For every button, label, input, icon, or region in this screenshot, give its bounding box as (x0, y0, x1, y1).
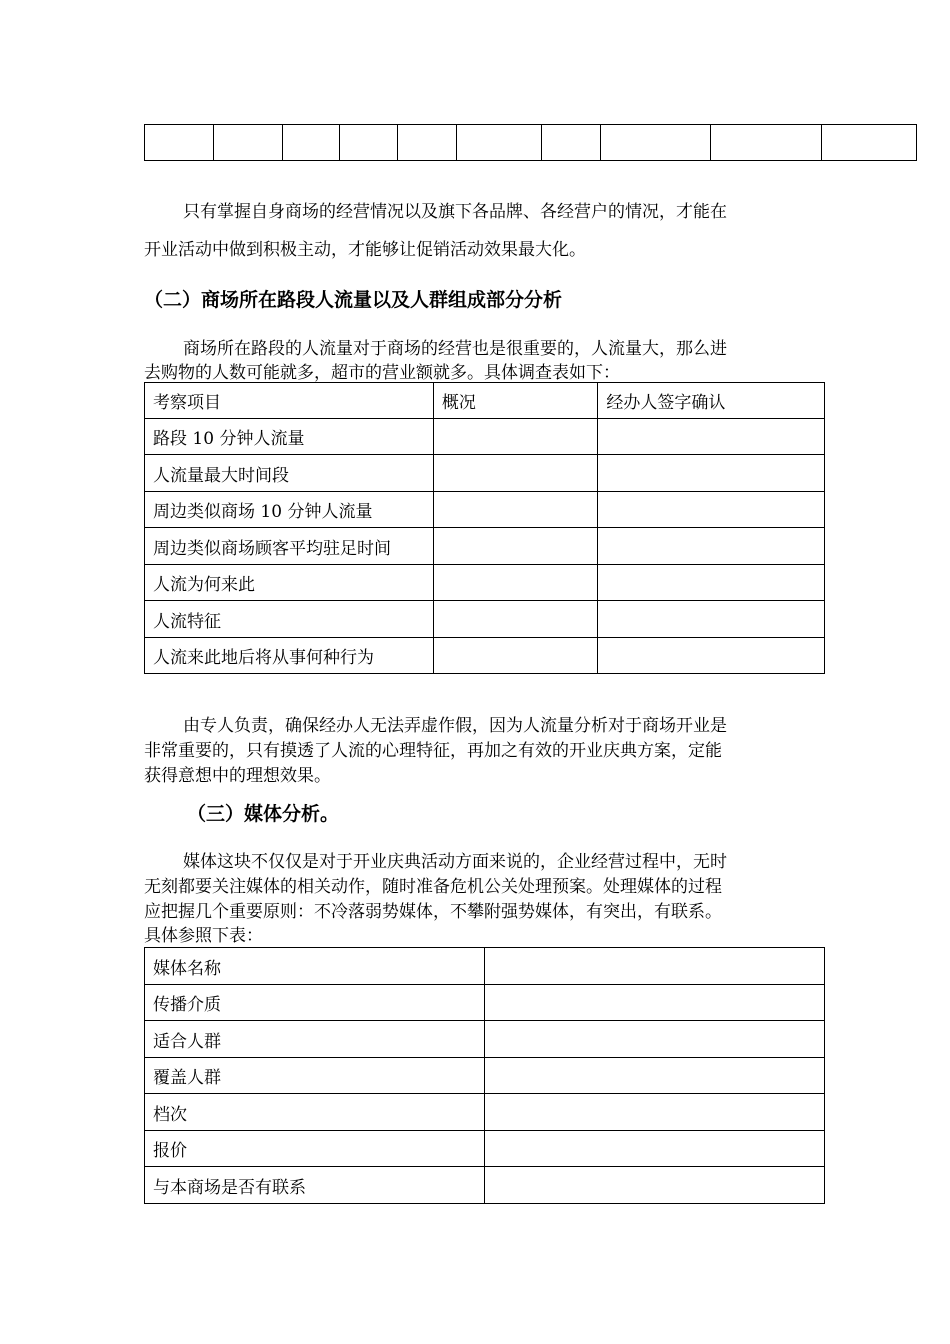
table-row (145, 125, 917, 161)
paragraph-line: 无刻都要关注媒体的相关动作，随时准备危机公关处理预案。处理媒体的过程 (144, 877, 722, 897)
table-cell (433, 492, 598, 528)
table-cell (485, 1021, 825, 1058)
row-label: 人流来此地后将从事何种行为 (145, 638, 434, 674)
row-label: 覆盖人群 (145, 1058, 485, 1094)
paragraph-line: 由专人负责，确保经办人无法弄虚作假，因为人流量分析对于商场开业是 (183, 716, 727, 736)
paragraph-line: 应把握几个重要原则：不冷落弱势媒体，不攀附强势媒体，有突出，有联系。 (144, 902, 722, 922)
table-cell (598, 528, 825, 565)
table-cell (433, 528, 598, 565)
table-cell (213, 125, 283, 161)
table-cell (485, 1058, 825, 1094)
table-cell (433, 419, 598, 455)
paragraph-line: 具体参照下表： (144, 926, 263, 946)
column-header: 概况 (433, 383, 598, 419)
table-cell (433, 565, 598, 601)
table-header-row (145, 383, 825, 419)
table-row (145, 985, 825, 1021)
table-row (145, 638, 825, 674)
table-cell (485, 985, 825, 1021)
row-label: 周边类似商场 10 分钟人流量 (145, 492, 434, 528)
column-header: 考察项目 (145, 383, 434, 419)
table-row (145, 419, 825, 455)
row-label: 人流特征 (145, 601, 434, 638)
table-cell (600, 125, 710, 161)
row-label: 与本商场是否有联系 (145, 1167, 485, 1204)
table-cell (485, 948, 825, 985)
table-cell (598, 638, 825, 674)
row-label: 报价 (145, 1131, 485, 1167)
table-cell (145, 125, 214, 161)
table-cell (598, 455, 825, 492)
table-row (145, 1131, 825, 1167)
paragraph-line: 开业活动中做到积极主动，才能够让促销活动效果最大化。 (144, 240, 586, 260)
table-cell (283, 125, 340, 161)
paragraph-line: 非常重要的，只有摸透了人流的心理特征，再加之有效的开业庆典方案，定能 (144, 741, 722, 761)
table-row (145, 601, 825, 638)
table-cell (485, 1167, 825, 1204)
table-row (145, 1094, 825, 1131)
table-cell (598, 492, 825, 528)
table-cell (598, 565, 825, 601)
table-row (145, 565, 825, 601)
column-header: 经办人签字确认 (598, 383, 825, 419)
table-cell (711, 125, 822, 161)
row-label: 传播介质 (145, 985, 485, 1021)
row-label: 人流为何来此 (145, 565, 434, 601)
media-table (144, 947, 825, 1204)
row-label: 媒体名称 (145, 948, 485, 985)
table-row (145, 948, 825, 985)
table-row (145, 1167, 825, 1204)
table-row (145, 492, 825, 528)
top-table (144, 124, 917, 161)
row-label: 档次 (145, 1094, 485, 1131)
table-cell (822, 125, 917, 161)
table-cell (485, 1131, 825, 1167)
table-row (145, 1021, 825, 1058)
section-heading: （二）商场所在路段人流量以及人群组成部分分析 (144, 289, 563, 311)
table-cell (433, 455, 598, 492)
table-cell (397, 125, 457, 161)
section-heading: （三）媒体分析。 (187, 803, 340, 825)
row-label: 人流量最大时间段 (145, 455, 434, 492)
table-row (145, 455, 825, 492)
paragraph-line: 只有掌握自身商场的经营情况以及旗下各品牌、各经营户的情况，才能在 (183, 202, 727, 222)
survey-table (144, 382, 825, 674)
table-cell (598, 601, 825, 638)
table-row (145, 1058, 825, 1094)
table-cell (340, 125, 398, 161)
row-label: 周边类似商场顾客平均驻足时间 (145, 528, 434, 565)
table-cell (485, 1094, 825, 1131)
table-cell (433, 601, 598, 638)
row-label: 路段 10 分钟人流量 (145, 419, 434, 455)
paragraph-line: 商场所在路段的人流量对于商场的经营也是很重要的，人流量大，那么进 (183, 339, 727, 359)
paragraph-line: 媒体这块不仅仅是对于开业庆典活动方面来说的，企业经营过程中，无时 (183, 852, 727, 872)
table-cell (433, 638, 598, 674)
table-row (145, 528, 825, 565)
table-cell (541, 125, 600, 161)
table-cell (598, 419, 825, 455)
table-cell (457, 125, 542, 161)
paragraph-line: 获得意想中的理想效果。 (144, 766, 331, 786)
paragraph-line: 去购物的人数可能就多，超市的营业额就多。具体调查表如下： (144, 363, 620, 383)
row-label: 适合人群 (145, 1021, 485, 1058)
